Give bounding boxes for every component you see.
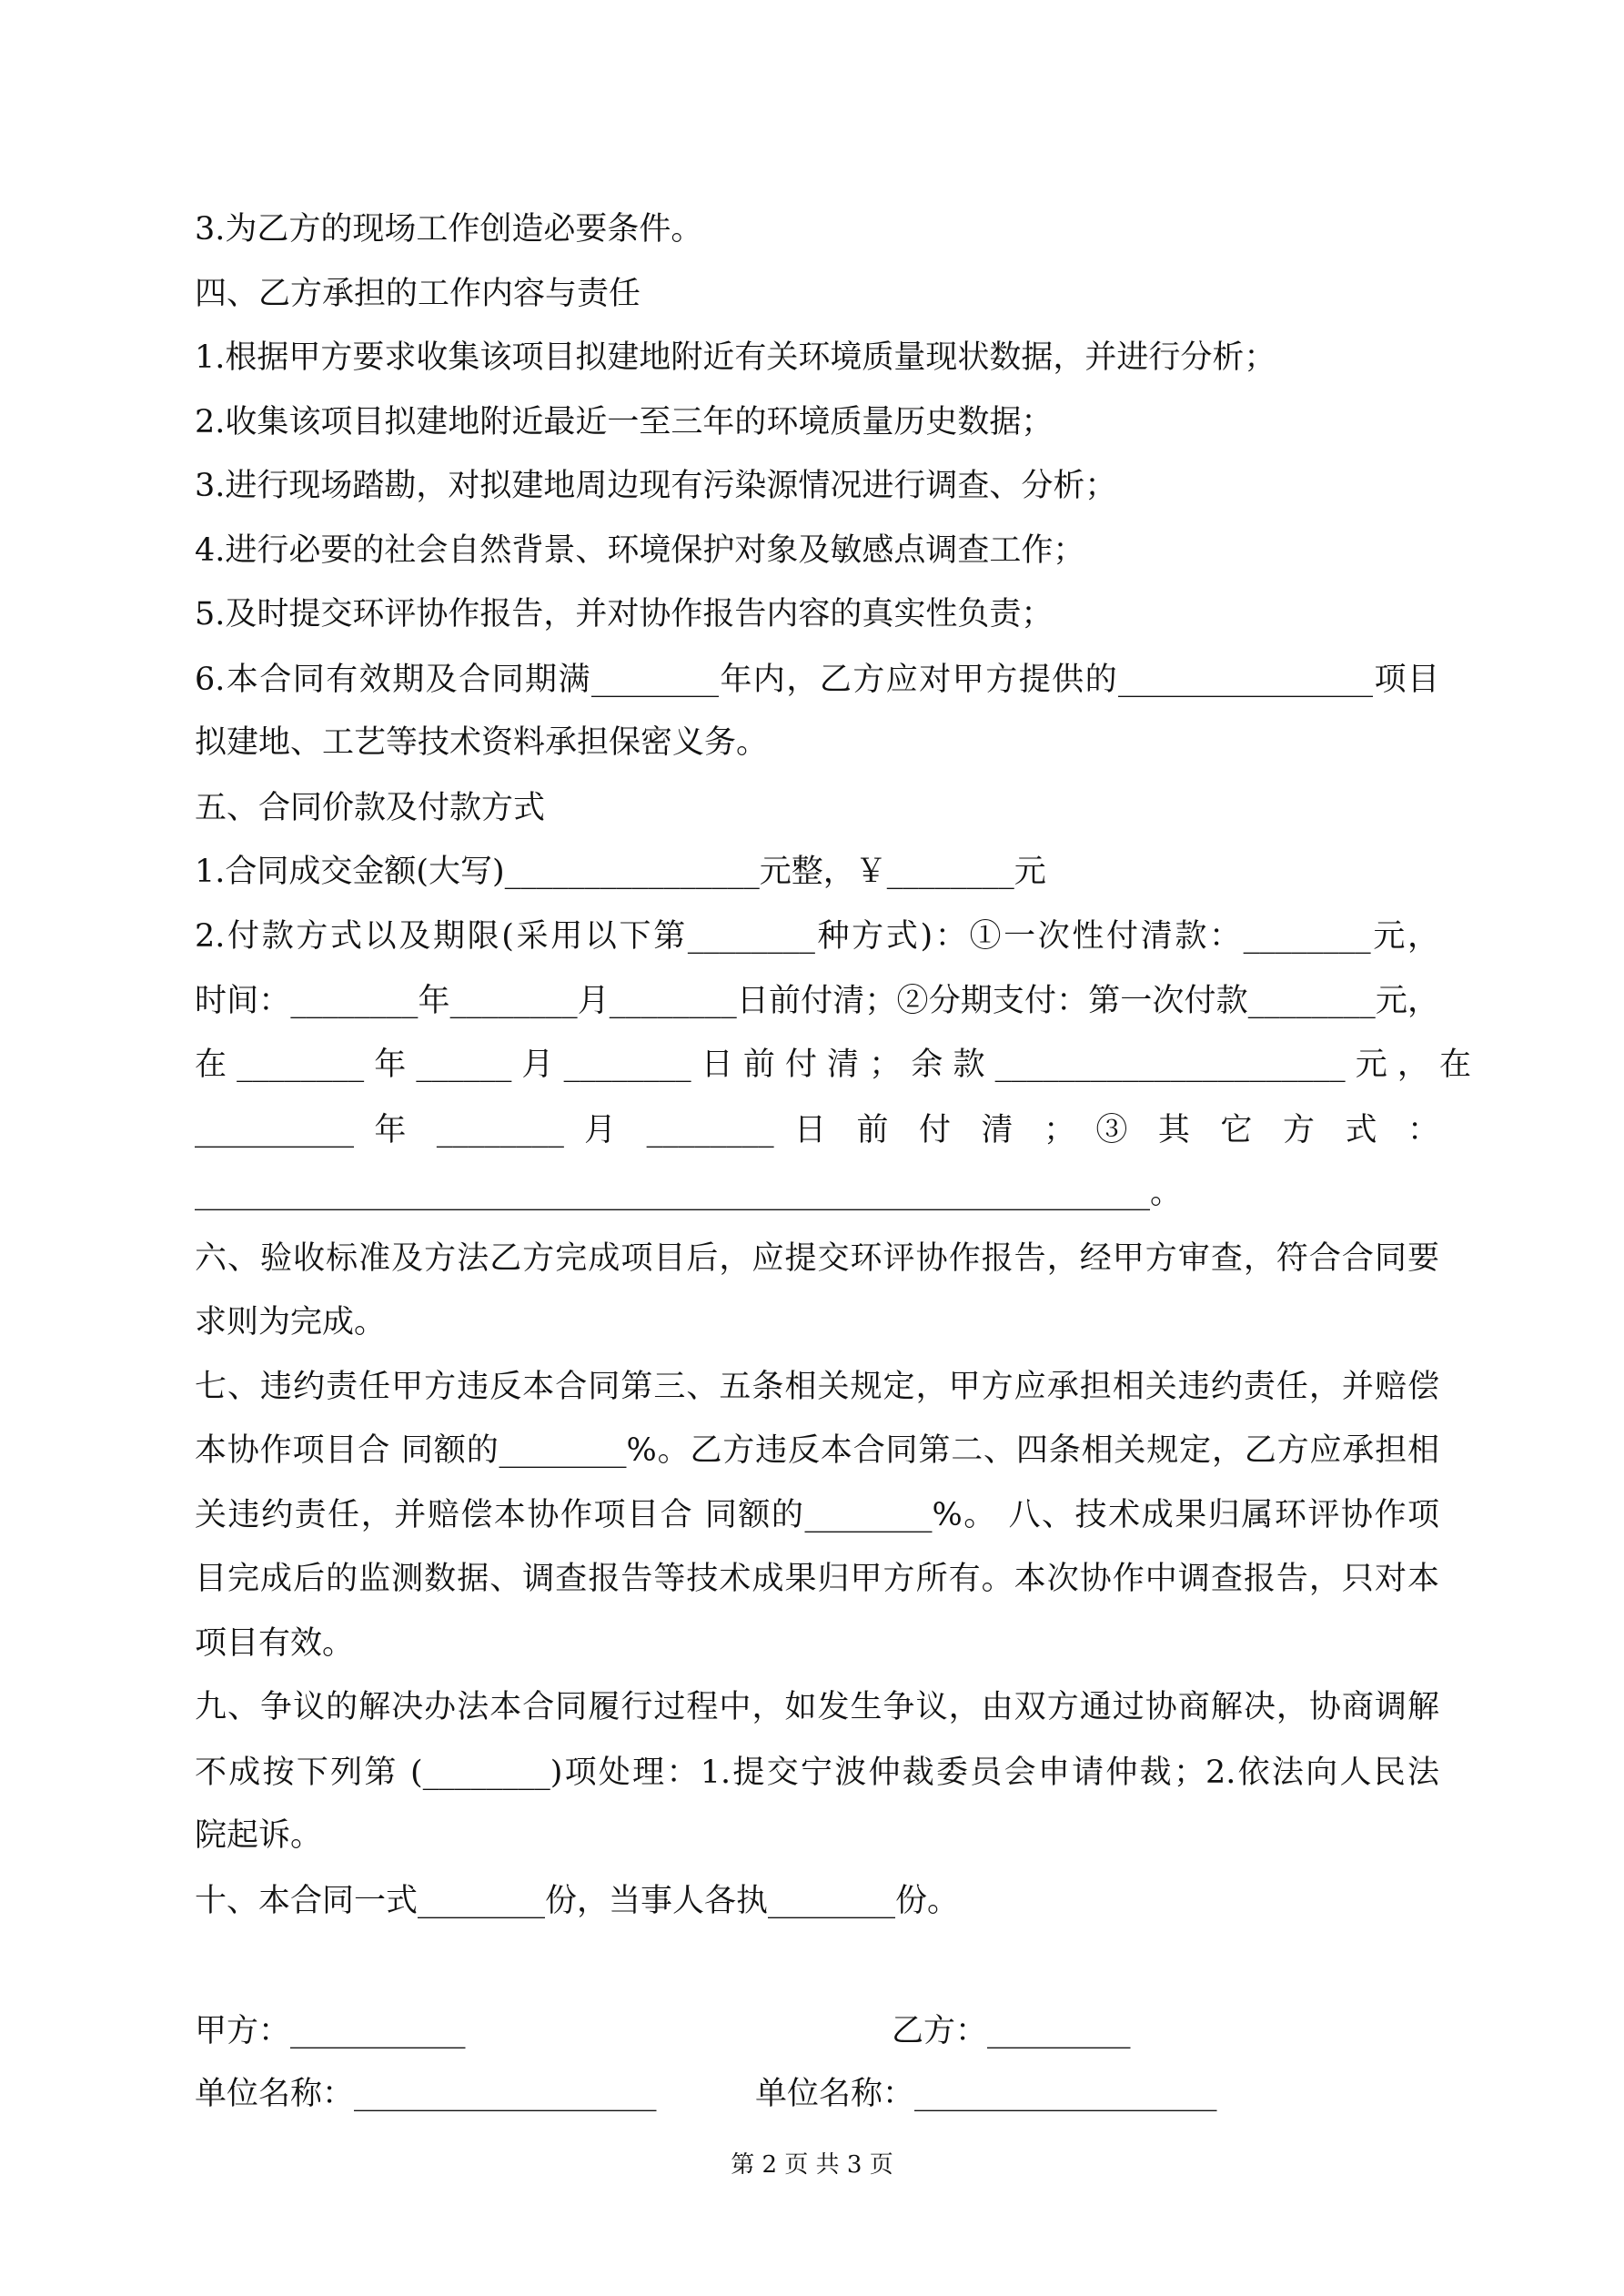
contract-line: 十、本合同一式________份，当事人各执________份。: [195, 1883, 960, 1919]
party-b-signature: 乙方：_________: [892, 2013, 1131, 2049]
contract-line: 九、争议的解决办法本合同履行过程中，如发生争议，由双方通过协商解决，协商调解: [195, 1689, 1439, 1725]
contract-line: 目完成后的监测数据、调查报告等技术成果归甲方所有。本次协作中调查报告，只对本: [195, 1561, 1439, 1597]
contract-line: 3.进行现场踏勘，对拟建地周边现有污染源情况进行调查、分析；: [195, 468, 1117, 504]
contract-line: 1.根据甲方要求收集该项目拟建地附近有关环境质量现状数据，并进行分析；: [195, 339, 1276, 376]
contract-line: 五、合同价款及付款方式: [195, 790, 546, 826]
party-b-unit-name: 单位名称：___________________: [755, 2076, 1217, 2112]
party-a-unit-name: 单位名称：___________________: [195, 2076, 657, 2112]
contract-line: 5.及时提交环评协作报告，并对协作报告内容的真实性负责；: [195, 596, 1054, 632]
page-number: 第 2 页 共 3 页: [731, 2151, 893, 2179]
contract-line: 2.付款方式以及期限(采用以下第________种方式)：①一次性付清款：________元，: [195, 918, 1439, 955]
contract-line: 4.进行必要的社会自然背景、环境保护对象及敏感点调查工作；: [195, 532, 1085, 569]
contract-line: 求则为完成。: [195, 1304, 387, 1340]
contract-line: 七、违约责任甲方违反本合同第三、五条相关规定，甲方应承担相关违约责任，并赔偿: [195, 1369, 1439, 1405]
contract-line: 院起诉。: [195, 1817, 323, 1854]
contract-line: 关违约责任，并赔偿本协作项目合 同额的________%。 八、技术成果归属环评协作项: [195, 1497, 1439, 1533]
party-a-signature: 甲方：___________: [195, 2013, 466, 2049]
contract-line: 时间：________年________月________日前付清；②分期支付：第一次付款________元，: [195, 983, 1439, 1019]
contract-line: 在 ________ 年 ______ 月 ________ 日 前 付 清 ； 余 款 ______________________ 元 ， 在: [195, 1047, 1472, 1083]
contract-line: __________ 年 ________ 月 ________ 日 前 付 清 ； ③ 其 它 方 式 ：: [195, 1112, 1439, 1148]
contract-line: 项目有效。: [195, 1625, 355, 1662]
contract-line: 不成按下列第 (________)项处理：1.提交宁波仲裁委员会申请仲裁；2.依法向人民法: [195, 1755, 1439, 1791]
contract-line: 拟建地、工艺等技术资料承担保密义务。: [195, 724, 769, 761]
contract-line: 3.为乙方的现场工作创造必要条件。: [195, 211, 703, 248]
contract-line: 六、验收标准及方法乙方完成项目后，应提交环评协作报告，经甲方审查，符合合同要: [195, 1240, 1439, 1277]
contract-line: 2.收集该项目拟建地附近最近一至三年的环境质量历史数据；: [195, 404, 1054, 440]
contract-line: 1.合同成交金额(大写)________________元整，￥________元: [195, 854, 1046, 890]
contract-line: 本协作项目合 同额的________%。乙方违反本合同第二、四条相关规定，乙方应承担相: [195, 1432, 1439, 1469]
contract-line: 四、乙方承担的工作内容与责任: [195, 276, 641, 312]
contract-line: 6.本合同有效期及合同期满________年内，乙方应对甲方提供的________________项目: [195, 662, 1439, 698]
contract-line: ____________________________________________________________。: [195, 1175, 1183, 1211]
